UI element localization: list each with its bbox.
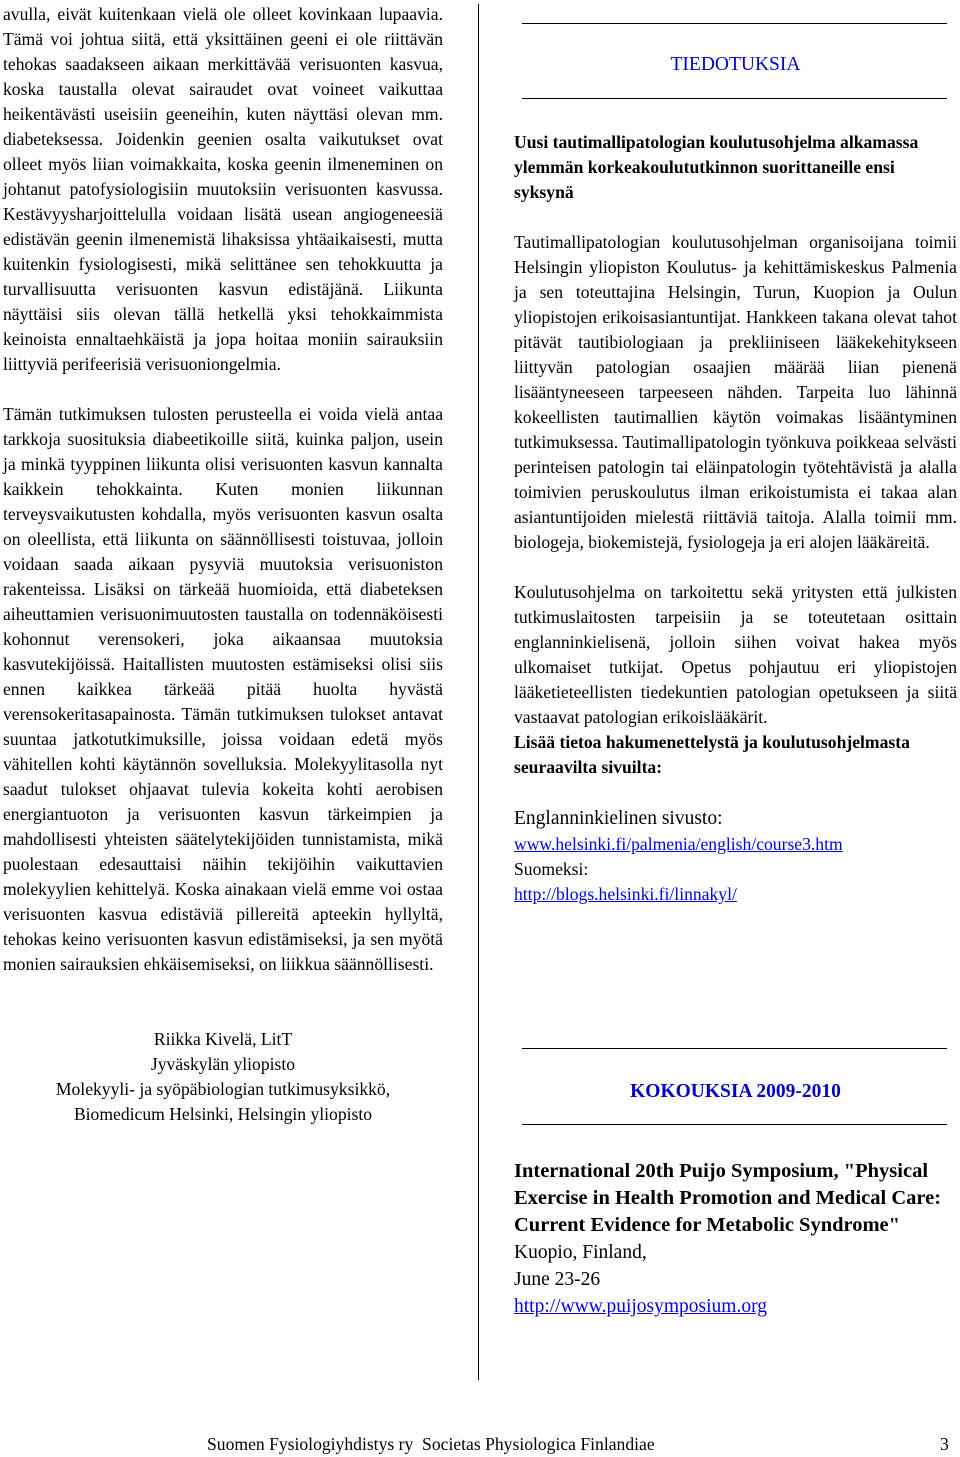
author-signature [3,1027,443,1127]
author-affiliation: Molekyyli- ja syöpäbiologian tutkimusyksikkö, [55,1079,391,1099]
paragraph-gap [514,780,957,805]
column-divider [478,4,479,1380]
event-date: June 23-26 [514,1269,601,1290]
section-rule [522,98,947,99]
section-heading-tiedotuksia: TIEDOTUKSIA [670,54,801,75]
section-heading-kokouksia: KOKOUKSIA 2009-2010 [630,1081,841,1102]
author-affiliation: Biomedicum Helsinki, Helsingin yliopisto [73,1104,373,1124]
author-affiliation: Jyväskylän yliopisto [150,1054,296,1074]
finnish-site-label: Suomeksi: [514,859,589,879]
paragraph-gap [514,205,957,230]
event-link[interactable]: http://www.puijosymposium.org [514,1296,767,1317]
announcement-paragraph: Tautimallipatologian koulutusohjelman organisoijana toimii Helsingin yliopiston Koulutus- ja kehittämiskeskus Palmenia ja sen toteuttajina Helsingin, Turun, Kuopion ja Oulun yliopistojen erikoisasiantuntijat. Hankkeen takana olevat tahot pitävät tautibiologiaan ja prekliiniseen lääkekehitykseen liittyvän patologian osaajien määrää liian pienenä lisääntyneeseen tarpeeseen nähden. Tarpeita luo lähinnä kokeellisten tautimallien käytön voimakas lisääntyminen tutkimuksessa. Tautimallipatologin työnkuva poikkeaa selvästi perinteisen patologin tai eläinpatologin työtehtävistä ja alalla toimivien peruskoulutus ilman erikoistumista ei takaa alan asiantuntijoiden mielestä riittäviä taitoja. Alalla toimii mm. biologeja, biokemistejä, fysiologeja ja eri alojen lääkäreitä. [514,232,957,552]
section-rule [522,23,947,24]
finnish-site-link[interactable]: http://blogs.helsinki.fi/linnakyl/ [514,884,737,904]
left-column [3,2,443,1127]
announcement-title: Uusi tautimallipatologian koulutusohjelma alkamassa ylemmän korkeakoulututkinnon suorittaneille ensi syksynä [514,132,919,202]
event-title: International 20th Puijo Symposium, "Physical Exercise in Health Promotion and Medical Care: Current Evidence for Metabolic Syndrome" [514,1160,942,1236]
announcement-paragraph: Koulutusohjelma on tarkoitettu sekä yritysten että julkisten tutkimuslaitosten tarpeisiin ja se toteutetaan osittain englanninkielisenä, jolloin siihen voivat hakea myös ulkomaiset tutkijat. Opetus pohjautuu eri yliopistojen lääketieteellisten tiedekuntien patologian opetukseen ja siitä vastaavat patologian erikoislääkärit. [514,582,957,727]
footer-text: Suomen Fysiologiyhdistys ry Societas Physiologica Finlandiae [207,1434,655,1454]
more-info-heading: Lisää tietoa hakumenettelystä ja koulutusohjelmasta seuraavilta sivuilta: [514,732,910,777]
event-place: Kuopio, Finland, [514,1242,647,1263]
right-column-events [514,1158,957,1320]
english-site-label: Englanninkielinen sivusto: [514,808,723,829]
paragraph-gap [3,977,443,1002]
author-name: Riikka Kivelä, LitT [153,1029,293,1049]
paragraph-gap [3,377,443,402]
body-paragraph: avulla, eivät kuitenkaan vielä ole olleet kovinkaan lupaavia. Tämä voi johtua siitä, että yksittäinen geeni ei ole riittävän tehokas saadakseen aikaan merkittävää verisuonten kasvua, koska taustalla olevat sairaudet ovat voineet vaikuttaa heikentävästi useisiin geeneihin, kuten näyttäsi olevan mm. diabeteksessa. Joidenkin geenien osalta vaikutukset ovat olleet myös liian voimakkaita, koska geenin ilmeneminen on johtanut patofysiologisiin muutoksiin verisuonten kasvussa. Kestävyysharjoittelulla voidaan lisätä usean angiogeneesiä edistävän geenin ilmenemistä lihaksissa yhtäaikaisesti, mutta kuitenkin fysiologisesti, mikä selittänee sen tehokkuutta ja turvallisuutta verisuonten kasvun edistäjänä. Liikunta näyttäisi siis olevan tällä hetkellä yksi tehokkaimmista keinoista ennaltaehkäistä ja jopa hoitaa moniin sairauksiin liittyviä perifeerisiä verisuoniongelmia. [3,4,443,374]
right-column-announcements [514,130,957,907]
english-site-link[interactable]: www.helsinki.fi/palmenia/english/course3.htm [514,834,843,854]
paragraph-gap [514,555,957,580]
section-rule [522,1048,947,1049]
body-paragraph: Tämän tutkimuksen tulosten perusteella ei voida vielä antaa tarkkoja suosituksia diabeetikoille siitä, kuinka paljon, usein ja minkä tyyppinen liikunta olisi verisuonten kasvun kannalta kaikkein tehokkainta. Kuten monien liikunnan terveysvaikutusten kohdalla, myös verisuonten kasvun osalta on oleellista, että liikunta on säännöllisesti toistuvaa, jolloin voidaan saada aikaan pysyviä muutoksia verisuoniston rakenteissa. Lisäksi on tärkeää huomioida, että diabeteksen aiheuttamien verisuonimuutosten taustalla on todennäköisesti kohonnut verensokeri, joka aikaansaa muutoksia kasvutekijöissä. Haitallisten muutosten estämiseksi olisi siis ennen kaikkea tärkeää pitää huolta hyvästä verensokeritasapainosta. Tämän tutkimuksen tulokset antavat suuntaa jatkotutkimuksille, joissa voidaan edetä myös vähitellen kohti käytännön sovelluksia. Molekyylitasolla nyt saadut tulokset ohjaavat tulevia kokeita kohti aerobisen energiantuoton ja verisuonten kasvun tärkeimpien ja mahdollisesti yhteisten säätelytekijöiden tunnistamista, mikä puolestaan edesauttaisi näihin tekijöihin vaikuttavien molekyylien kehittelyä. Koska ainakaan vielä emme voi ostaa verisuonten kasvua edistäviä pillereitä apteekin hyllyltä, tehokas keino verisuonten kasvun edistämiseksi, ja sen myötä monien sairauksien ehkäisemiseksi, on liikkua säännöllisesti. [3,404,443,974]
paragraph-gap [3,1002,443,1027]
page-number: 3 [940,1434,949,1454]
section-rule [522,1124,947,1125]
